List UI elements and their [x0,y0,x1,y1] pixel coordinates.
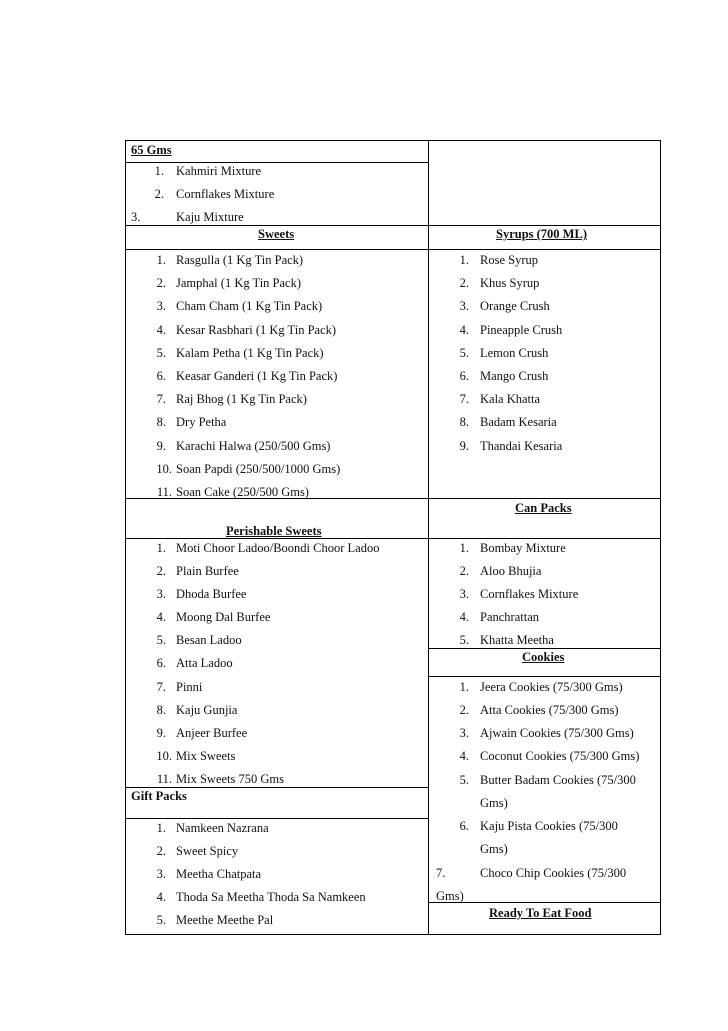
list-item: Namkeen Nazrana [176,821,269,835]
list-item: Thoda Sa Meetha Thoda Sa Namkeen [176,890,366,904]
list-number: 1. [156,541,166,555]
list-number: 3. [156,587,166,601]
list-number: 6. [156,369,166,383]
list-number: 7. [156,392,166,406]
row-divider [126,538,660,539]
list-item: Kaju Pista Cookies (75/300 [480,819,618,833]
list-item: Meethe Meethe Pal [176,913,274,927]
list-item-continuation: Gms) [480,796,508,810]
list-item: Atta Cookies (75/300 Gms) [480,703,619,717]
list-number: 2. [156,564,166,578]
list-number: 4. [459,749,469,763]
list-number: 3. [459,299,469,313]
list-number: 5. [459,633,469,647]
list-item: Kala Khatta [480,392,541,406]
list-item: Besan Ladoo [176,633,242,647]
list-item-continuation: Gms) [436,889,464,903]
list-number: 3. [131,210,141,224]
list-item: Orange Crush [480,299,550,313]
row-divider [126,787,428,788]
list-item: Kahmiri Mixture [176,164,262,178]
list-number: 5. [459,346,469,360]
list-number: 3. [459,587,469,601]
list-item: Butter Badam Cookies (75/300 [480,773,636,787]
list-number: 3. [156,299,166,313]
list-item: Aloo Bhujia [480,564,542,578]
list-item: Pineapple Crush [480,323,563,337]
list-number: 2. [154,187,164,201]
section-header-perishable-sweets: Perishable Sweets [226,524,322,538]
list-item: Keasar Ganderi (1 Kg Tin Pack) [176,369,338,383]
row-divider [126,249,660,250]
list-number: 4. [156,323,166,337]
list-number: 2. [156,844,166,858]
list-number: 9. [156,726,166,740]
list-number: 1. [156,821,166,835]
section-header-ready-to-eat-food: Ready To Eat Food [489,906,592,920]
section-header-gift-packs: Gift Packs [131,789,187,803]
list-number: 7. [436,866,446,880]
list-item: Mix Sweets [176,749,236,763]
list-number: 4. [459,610,469,624]
list-number: 3. [459,726,469,740]
list-item: Meetha Chatpata [176,867,262,881]
list-item: Cornflakes Mixture [176,187,275,201]
list-item: Kaju Mixture [176,210,244,224]
list-number: 4. [156,610,166,624]
list-item: Ajwain Cookies (75/300 Gms) [480,726,634,740]
list-number: 10. [156,749,172,763]
list-number: 4. [459,323,469,337]
list-number: 5. [459,773,469,787]
list-number: 7. [156,680,166,694]
row-divider [429,648,660,649]
list-number: 3. [156,867,166,881]
list-item: Rose Syrup [480,253,538,267]
list-number: 8. [156,703,166,717]
list-item: Khatta Meetha [480,633,554,647]
list-item: Jamphal (1 Kg Tin Pack) [176,276,301,290]
list-number: 5. [156,913,166,927]
list-item: Cham Cham (1 Kg Tin Pack) [176,299,323,313]
list-number: 1. [459,680,469,694]
list-item: Mango Crush [480,369,549,383]
row-divider [429,676,660,677]
list-number: 2. [156,276,166,290]
list-number: 7. [459,392,469,406]
list-item: Raj Bhog (1 Kg Tin Pack) [176,392,307,406]
list-number: 1. [154,164,164,178]
list-item: Soan Cake (250/500 Gms) [176,485,309,499]
section-header-syrups: Syrups (700 ML) [496,227,587,241]
list-number: 2. [459,276,469,290]
list-item: Soan Papdi (250/500/1000 Gms) [176,462,341,476]
list-item: Choco Chip Cookies (75/300 [480,866,627,880]
list-item: Mix Sweets 750 Gms [176,772,284,786]
section-header-65-gms: 65 Gms [131,143,172,157]
list-item: Lemon Crush [480,346,549,360]
list-number: 5. [156,633,166,647]
list-item: Sweet Spicy [176,844,239,858]
list-item: Jeera Cookies (75/300 Gms) [480,680,623,694]
list-item: Kalam Petha (1 Kg Tin Pack) [176,346,324,360]
list-item: Panchrattan [480,610,540,624]
list-number: 8. [459,415,469,429]
list-number: 8. [156,415,166,429]
list-item: Atta Ladoo [176,656,233,670]
row-divider [126,162,428,163]
list-number: 6. [459,819,469,833]
list-item: Badam Kesaria [480,415,557,429]
list-number: 1. [459,541,469,555]
section-header-cookies: Cookies [522,650,565,664]
list-item: Kesar Rasbhari (1 Kg Tin Pack) [176,323,337,337]
list-item: Cornflakes Mixture [480,587,579,601]
list-item: Khus Syrup [480,276,540,290]
section-header-sweets: Sweets [258,227,295,241]
list-number: 2. [459,703,469,717]
list-number: 10. [156,462,172,476]
list-number: 11. [156,485,172,499]
row-divider [126,818,428,819]
list-item-continuation: Gms) [480,842,508,856]
list-item: Coconut Cookies (75/300 Gms) [480,749,640,763]
list-item: Bombay Mixture [480,541,566,555]
list-item: Moti Choor Ladoo/Boondi Choor Ladoo [176,541,380,555]
list-item: Karachi Halwa (250/500 Gms) [176,439,331,453]
row-divider [126,225,660,226]
list-item: Plain Burfee [176,564,239,578]
list-number: 9. [459,439,469,453]
list-number: 6. [156,656,166,670]
list-number: 5. [156,346,166,360]
list-number: 11. [156,772,172,786]
list-item: Kaju Gunjia [176,703,238,717]
list-item: Moong Dal Burfee [176,610,271,624]
list-number: 4. [156,890,166,904]
list-number: 2. [459,564,469,578]
list-number: 1. [156,253,166,267]
list-item: Pinni [176,680,203,694]
list-item: Dry Petha [176,415,227,429]
list-item: Anjeer Burfee [176,726,248,740]
list-item: Dhoda Burfee [176,587,247,601]
list-item: Thandai Kesaria [480,439,563,453]
list-number: 1. [459,253,469,267]
list-item: Rasgulla (1 Kg Tin Pack) [176,253,304,267]
list-number: 6. [459,369,469,383]
list-number: 9. [156,439,166,453]
section-header-can-packs: Can Packs [515,501,572,515]
